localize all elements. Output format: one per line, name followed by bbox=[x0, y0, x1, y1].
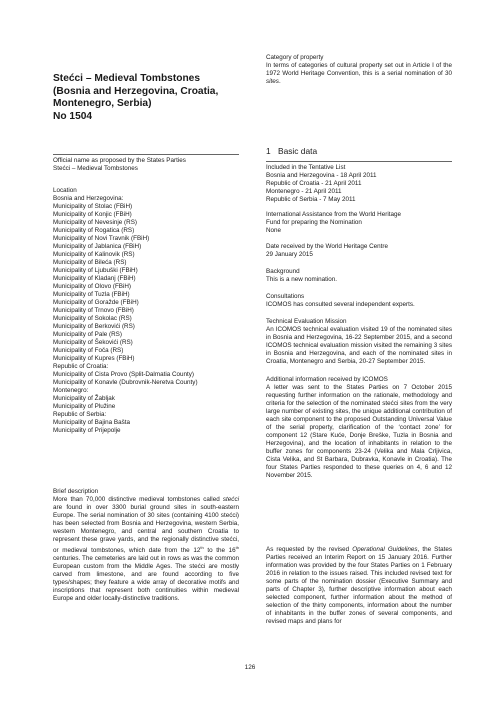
section-heading bbox=[266, 146, 317, 156]
text-run-italic: sites bbox=[266, 78, 279, 85]
title-line: Montenegro, Serbia) bbox=[53, 98, 152, 110]
assistance-section bbox=[266, 211, 452, 235]
brief-description-text bbox=[53, 496, 239, 603]
text-run: to the bbox=[203, 547, 229, 555]
location-line: Municipality of Trnovo (FBiH) bbox=[53, 307, 134, 314]
location-line: Municipality of Konjic (FBiH) bbox=[53, 211, 132, 218]
location-line: Municipality of Prijepolje bbox=[53, 427, 121, 434]
category-heading: Category of property bbox=[266, 54, 324, 61]
location-line: Municipality of Bileća (RS) bbox=[53, 259, 127, 266]
revised-guidelines-section bbox=[266, 546, 452, 626]
location-line: Municipality of Nevesinje (RS) bbox=[53, 219, 137, 226]
text-run-italic: Operational Guidelines bbox=[352, 546, 418, 553]
additional-heading: Additional information received by ICOMOS bbox=[266, 376, 388, 383]
location-line: Municipality of Tuzla (FBiH) bbox=[53, 291, 130, 298]
received-value: 29 January 2015 bbox=[266, 251, 313, 258]
location-line: Municipality of Kalinovik (RS) bbox=[53, 251, 135, 258]
received-heading: Date received by the World Heritage Centre bbox=[266, 243, 389, 250]
text-run: centuries. The cemeteries are laid out in rows as was the common European custom from the Middle Ages. The stećci are mostly carved from limestone, and are found according to five types/shapes; they feature a wide array of decorative motifs and inscriptions that represent both continuities within medieval Europe and older locally-distinctive traditions. bbox=[53, 555, 239, 603]
text-run: . bbox=[278, 78, 281, 85]
mission-heading: Technical Evaluation Mission bbox=[266, 318, 347, 325]
background-value: This is a new nomination. bbox=[266, 276, 338, 283]
assistance-value: None bbox=[266, 227, 282, 234]
location-line: Municipality of Goražde (FBiH) bbox=[53, 299, 139, 306]
location-line: Municipality of Ljubuški (FBiH) bbox=[53, 267, 138, 274]
document-title bbox=[53, 73, 243, 123]
additional-info-section bbox=[266, 376, 452, 480]
official-name-heading: Official name as proposed by the States Parties bbox=[53, 157, 186, 164]
brief-description-section bbox=[53, 488, 239, 603]
superscript: th bbox=[200, 545, 204, 550]
location-line: Bosnia and Herzegovina: bbox=[53, 195, 124, 202]
background-section bbox=[266, 268, 452, 284]
title-line: Stećci – Medieval Tombstones bbox=[53, 73, 201, 84]
location-line: Municipality of Šekovići (RS) bbox=[53, 339, 133, 346]
location-line: Municipality of Stolac (FBiH) bbox=[53, 203, 133, 210]
section-number: 1 bbox=[266, 146, 271, 156]
tentative-line: Republic of Croatia - 21 April 2011 bbox=[266, 180, 362, 187]
consultations-value: ICOMOS has consulted several independent experts. bbox=[266, 301, 415, 308]
text-run: More than 70,000 distinctive medieval tombstones called bbox=[53, 496, 220, 503]
text-run: As requested by the revised bbox=[266, 546, 353, 553]
brief-description-heading: Brief description bbox=[53, 488, 99, 495]
revised-text bbox=[266, 546, 452, 626]
consultations-heading: Consultations bbox=[266, 293, 305, 300]
text-run: , the States Parties received an Interim Report on 15 January 2016. Further information was provided by the four States Parties on 1 February 2016 in relation to the issues raised. This included revised text for some parts of the nomination dossier (Executive Summary and parts of Chapter 3), further descriptive information about each selected component, further information about the method of selection of the thirty components, information about the number of inhabitants in the buffer zones of several components, and revised maps and plans for bbox=[266, 546, 452, 625]
mission-section bbox=[266, 318, 452, 366]
text-run: are found in over 3300 burial ground sites in south-eastern Europe. The serial nomination of 30 sites (containing 4100 stećci) has been selected from Bosnia and Herzegovina, western Serbia, western Montenegro, and central and southern Croatia to represent these grave yards, and the regionally distinctive stećci, or medieval tombstones, which date from the bbox=[53, 504, 239, 555]
tentative-line: Montenegro - 21 April 2011 bbox=[266, 188, 342, 195]
title-line: No 1504 bbox=[53, 110, 93, 122]
text-run-italic: stećci bbox=[222, 496, 239, 503]
location-line: Municipality of Berkovići (RS) bbox=[53, 323, 135, 330]
category-section bbox=[266, 54, 452, 86]
section-divider bbox=[266, 161, 452, 162]
location-section bbox=[53, 187, 239, 435]
title-line: (Bosnia and Herzegovina, Croatia, bbox=[53, 85, 219, 97]
mission-text: An ICOMOS technical evaluation visited 19 of the nominated sites in Bosnia and Herzegovina, 16-22 September 2015, and a second ICOMOS technical evaluation mission visited the remaining 3 sites in Bosnia and Herzegovina, and each of the nominated sites in Croatia, Montenegro and Serbia, 20-27 September 2015. bbox=[266, 326, 452, 365]
official-name-section bbox=[53, 157, 239, 173]
official-name-value: Stećci – Medieval Tombstones bbox=[53, 165, 138, 172]
location-line: Republic of Croatia: bbox=[53, 363, 109, 370]
received-section bbox=[266, 243, 452, 259]
location-list bbox=[53, 195, 239, 435]
assistance-heading: International Assistance from the World Heritage bbox=[266, 211, 401, 218]
text-run: In terms of categories of cultural property set out in Article I of the 1972 World Heritage Convention, this is a serial nomination of 30 bbox=[266, 62, 452, 77]
location-line: Municipality of Kupres (FBiH) bbox=[53, 355, 135, 362]
text-run: 12 bbox=[193, 547, 201, 555]
text-run: 16 bbox=[228, 547, 236, 555]
location-line: Municipality of Jablanica (FBiH) bbox=[53, 243, 142, 250]
location-line: Municipality of Konavle (Dubrovnik-Neretva County) bbox=[53, 379, 198, 386]
location-line: Republic of Serbia: bbox=[53, 411, 107, 418]
location-line: Montenegro: bbox=[53, 387, 89, 394]
location-line: Municipality of Plužine bbox=[53, 403, 116, 410]
location-line: Municipality of Bajina Bašta bbox=[53, 419, 131, 426]
location-line: Municipality of Pale (RS) bbox=[53, 331, 122, 338]
tentative-list-section bbox=[266, 164, 452, 204]
additional-text: A letter was sent to the States Parties on 7 October 2015 requesting further information on the rationale, methodology and criteria for the selection of the nominated stećci sites from the very large number of existing sites, the unique additional contribution of each site component to the proposed Outstanding Universal Value of the serial property, clarification of the ‘contact zone’ for component 12 (Stare Kuće, Donje Breške, Tuzla in Bosnia and Herzegovina), and the location of inhabitants in relation to the buffer zones for components 23-24 (Velika and Mala Crljivica, Cista Velika, and St Barbara, Dubravka, Konavle in Croatia). The four States Parties responded to these queries on 4, 6 and 12 November 2015. bbox=[266, 384, 452, 479]
superscript: th bbox=[235, 545, 239, 550]
background-heading: Background bbox=[266, 268, 300, 275]
location-line: Municipality of Foča (RS) bbox=[53, 347, 124, 354]
location-line: Municipality of Rogatica (RS) bbox=[53, 227, 135, 234]
location-heading: Location bbox=[53, 187, 77, 194]
location-line: Municipality of Sokolac (RS) bbox=[53, 315, 132, 322]
tentative-line: Republic of Serbia - 7 May 2011 bbox=[266, 196, 356, 203]
tentative-line: Bosnia and Herzegovina - 18 April 2011 bbox=[266, 172, 377, 179]
section-title: Basic data bbox=[278, 146, 318, 156]
location-line: Municipality of Olovo (FBiH) bbox=[53, 283, 132, 290]
section-divider bbox=[53, 154, 239, 155]
consultations-section bbox=[266, 293, 452, 309]
category-text bbox=[266, 62, 452, 86]
page-number: 126 bbox=[244, 664, 256, 671]
assistance-heading: Fund for preparing the Nomination bbox=[266, 219, 362, 226]
tentative-heading: Included in the Tentative List bbox=[266, 164, 346, 171]
location-line: Municipality of Novi Travnik (FBiH) bbox=[53, 235, 150, 242]
location-line: Municipality of Cista Provo (Split-Dalmatia County) bbox=[53, 371, 195, 378]
location-line: Municipality of Kladanj (FBiH) bbox=[53, 275, 136, 282]
location-line: Municipality of Žabljak bbox=[53, 395, 115, 402]
